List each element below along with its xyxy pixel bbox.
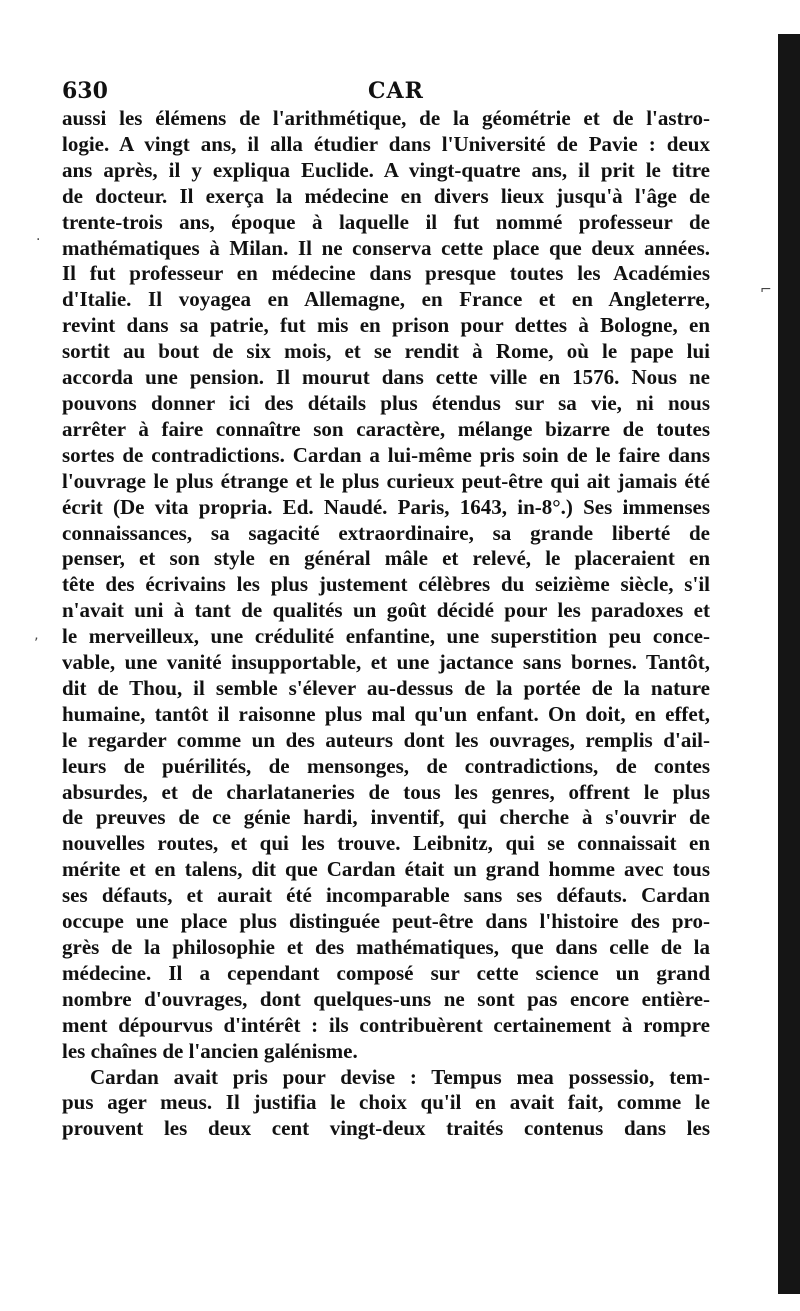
text-line: écrit (De vita propria. Ed. Naudé. Paris, 1643, in-8°.) Ses immenses (62, 494, 710, 519)
text-line: pouvons donner ici des détails plus étendus sur sa vie, ni nous (62, 390, 710, 415)
text-line: grès de la philosophie et des mathématiques, que dans celle de la (62, 935, 710, 959)
margin-tick-mark: ’ (34, 636, 39, 652)
running-title: CAR (368, 78, 424, 104)
text-line: médecine. Il a cependant composé sur cette science un grand (62, 960, 710, 985)
text-line: n'avait uni à tant de qualités un goût décidé pour les paradoxes et (62, 598, 710, 623)
text-line: de preuves de ce génie hardi, inventif, qui cherche à s'ouvrir de (62, 805, 710, 830)
text-line: trente-trois ans, époque à laquelle il fut nommé professeur de (62, 209, 710, 234)
text-line: ans après, il y expliqua Euclide. A vingt-quatre ans, il prit le titre (62, 157, 710, 182)
text-line: tête des écrivains les plus justement célèbres du seizième siècle, s'il (62, 572, 710, 597)
text-line: occupe une place plus distinguée peut-être dans l'histoire des pro- (62, 909, 710, 934)
text-line: nombre d'ouvrages, dont quelques-uns ne sont pas encore entière- (62, 986, 710, 1011)
book-page (62, 70, 710, 1142)
text-line: connaissances, sa sagacité extraordinaire, sa grande liberté de (62, 520, 710, 545)
text-line: ment dépourvus d'intérêt : ils contribuèrent certainement à rompre (62, 1012, 710, 1037)
scan-dark-edge (778, 34, 800, 1294)
text-line: arrêter à faire connaître son caractère, mélange bizarre de toutes (62, 416, 710, 441)
paragraph-start-line: Cardan avait pris pour devise : Tempus mea possessio, tem- (90, 1064, 710, 1089)
text-line: nouvelles routes, et qui les trouve. Leibnitz, qui se connaissait en (62, 831, 710, 856)
text-line: de docteur. Il exerça la médecine en divers lieux jusqu'à l'âge de (62, 183, 710, 208)
text-line: l'ouvrage le plus étrange et le plus curieux peut-être qui ait jamais été (62, 468, 710, 493)
text-line: sortes de contradictions. Cardan a lui-même pris soin de le faire dans (62, 442, 710, 467)
text-line: humaine, tantôt il raisonne plus mal qu'un enfant. On doit, en effet, (62, 701, 710, 726)
text-line: le regarder comme un des auteurs dont les ouvrages, remplis d'ail- (62, 727, 710, 752)
text-line: accorda une pension. Il mourut dans cette ville en 1576. Nous ne (62, 365, 710, 390)
text-line: ses défauts, et aurait été incomparable sans ses défauts. Cardan (62, 883, 710, 908)
margin-scribble-mark: ⌐ (760, 282, 772, 298)
text-line: dit de Thou, il semble s'élever au-dessus de la portée de la nature (62, 675, 710, 700)
text-line: leurs de puérilités, de mensonges, de contradictions, de contes (62, 753, 710, 778)
body-text (62, 106, 710, 1142)
text-line: penser, et son style en général mâle et relevé, le placeraient en (62, 546, 710, 571)
text-line: le merveilleux, une crédulité enfantine, une superstition peu conce- (62, 624, 710, 649)
text-line: aussi les élémens de l'arithmétique, de la géométrie et de l'astro- (62, 106, 710, 130)
text-line: pus ager meus. Il justifia le choix qu'il en avait fait, comme le (62, 1090, 710, 1115)
text-line: revint dans sa patrie, fut mis en prison pour dettes à Bologne, en (62, 313, 710, 338)
running-head (62, 70, 710, 106)
paragraph-end-line: les chaînes de l'ancien galénisme. (62, 1038, 358, 1063)
text-line: mathématiques à Milan. Il ne conserva cette place que deux années. (62, 235, 710, 260)
margin-dot-mark: · (36, 232, 41, 248)
text-line: Il fut professeur en médecine dans presque toutes les Académies (62, 261, 710, 286)
text-line: absurdes, et de charlataneries de tous les genres, offrent le plus (62, 779, 710, 804)
text-line: mérite et en talens, dit que Cardan était un grand homme avec tous (62, 857, 710, 882)
text-line: vable, une vanité insupportable, et une jactance sans bornes. Tantôt, (62, 650, 710, 675)
text-line: sortit au bout de six mois, et se rendit à Rome, où le pape lui (62, 339, 710, 364)
text-line: d'Italie. Il voyagea en Allemagne, en France et en Angleterre, (62, 287, 710, 312)
page-number: 630 (62, 78, 108, 104)
text-line: prouvent les deux cent vingt-deux traités contenus dans les (62, 1116, 710, 1141)
text-line: logie. A vingt ans, il alla étudier dans l'Université de Pavie : deux (62, 131, 710, 156)
